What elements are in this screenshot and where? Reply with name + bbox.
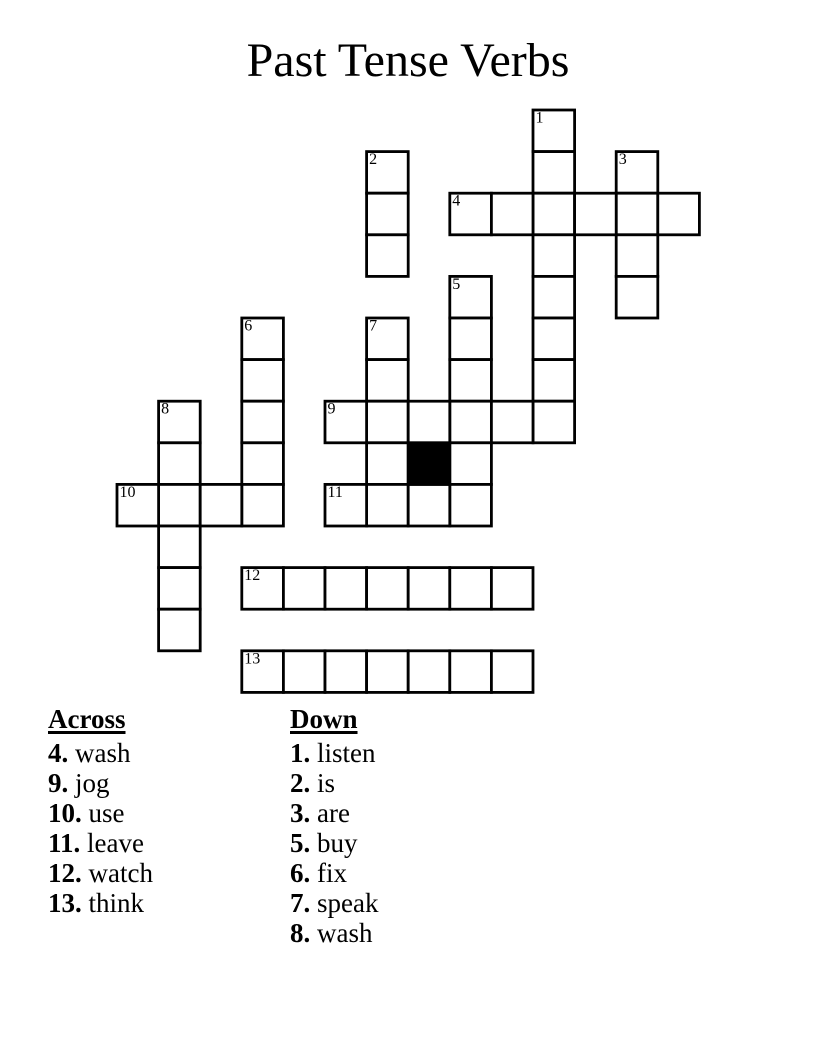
grid-cell[interactable] (450, 443, 492, 485)
grid-cell[interactable] (491, 193, 533, 235)
grid-cell[interactable] (200, 484, 242, 526)
down-clue-list (290, 738, 378, 948)
grid-cell[interactable] (491, 651, 533, 693)
grid-cell[interactable] (159, 526, 201, 568)
clue-word: are (317, 798, 350, 828)
clue-across-4 (48, 738, 153, 768)
clue-word: use (88, 798, 125, 828)
grid-cell[interactable] (367, 193, 409, 235)
page-title: Past Tense Verbs (246, 34, 570, 87)
grid-cell[interactable] (408, 651, 450, 693)
grid-cell[interactable] (283, 651, 325, 693)
grid-cell[interactable] (491, 568, 533, 610)
grid-cell[interactable] (242, 484, 284, 526)
clue-word: wash (75, 738, 131, 768)
clue-word: buy (317, 828, 358, 858)
clue-number: 11. (48, 828, 81, 858)
clue-number: 5. (290, 828, 311, 858)
clue-word: is (317, 768, 336, 798)
cell-number: 11 (327, 483, 343, 501)
clue-number: 1. (290, 738, 311, 768)
grid-cell[interactable] (242, 360, 284, 402)
grid-cell[interactable] (367, 568, 409, 610)
grid-cell[interactable] (533, 318, 575, 360)
cell-number: 13 (244, 650, 261, 668)
clue-down-2 (290, 768, 378, 798)
grid-cell[interactable] (242, 401, 284, 443)
grid-cell[interactable] (325, 651, 367, 693)
grid-cell[interactable] (450, 568, 492, 610)
cell-number: 10 (119, 483, 136, 501)
grid-cell[interactable] (450, 401, 492, 443)
clue-word: jog (75, 768, 110, 798)
clue-word: think (88, 888, 145, 918)
blocked-cell (408, 443, 450, 485)
grid-cell[interactable] (159, 484, 201, 526)
cell-number: 3 (618, 151, 627, 169)
clue-across-13 (48, 888, 153, 918)
clue-across-12 (48, 858, 153, 888)
grid-cell[interactable] (283, 568, 325, 610)
clue-down-8 (290, 918, 378, 948)
clue-down-5 (290, 828, 378, 858)
grid-cell[interactable] (367, 401, 409, 443)
clue-across-10 (48, 798, 153, 828)
clue-number: 4. (48, 738, 69, 768)
grid-cell[interactable] (491, 401, 533, 443)
grid-cell[interactable] (367, 651, 409, 693)
cell-number: 1 (535, 109, 544, 127)
grid-cell[interactable] (616, 193, 658, 235)
clue-number: 8. (290, 918, 311, 948)
clue-number: 10. (48, 798, 82, 828)
grid-cell[interactable] (450, 484, 492, 526)
clue-word: wash (317, 918, 373, 948)
cell-number: 5 (452, 275, 461, 293)
clue-number: 12. (48, 858, 82, 888)
clue-number: 9. (48, 768, 69, 798)
cell-number: 2 (369, 151, 378, 169)
clue-across-9 (48, 768, 153, 798)
grid-cell[interactable] (533, 193, 575, 235)
cell-number: 12 (244, 567, 261, 585)
grid-cell[interactable] (367, 484, 409, 526)
across-clue-list (48, 738, 153, 918)
grid-cell[interactable] (533, 276, 575, 318)
cell-number: 8 (161, 400, 170, 418)
across-heading: Across (48, 704, 126, 734)
cell-number: 6 (244, 317, 253, 335)
clue-number: 7. (290, 888, 311, 918)
grid-cell[interactable] (367, 360, 409, 402)
clue-number: 2. (290, 768, 311, 798)
grid-cell[interactable] (408, 568, 450, 610)
grid-cell[interactable] (367, 235, 409, 277)
cell-number: 9 (327, 400, 336, 418)
grid-cell[interactable] (450, 318, 492, 360)
grid-cell[interactable] (159, 609, 201, 651)
grid-cell[interactable] (408, 484, 450, 526)
cell-number: 7 (369, 317, 378, 335)
clue-down-6 (290, 858, 378, 888)
grid-cell[interactable] (533, 401, 575, 443)
grid-cell[interactable] (450, 651, 492, 693)
clue-word: listen (317, 738, 376, 768)
grid-cell[interactable] (575, 193, 617, 235)
clue-down-1 (290, 738, 378, 768)
clue-word: fix (317, 858, 347, 888)
grid-cell[interactable] (533, 235, 575, 277)
clue-number: 3. (290, 798, 311, 828)
grid-cell[interactable] (367, 443, 409, 485)
grid-cell[interactable] (616, 235, 658, 277)
grid-cell[interactable] (658, 193, 700, 235)
grid-cell[interactable] (242, 443, 284, 485)
clue-number: 13. (48, 888, 82, 918)
grid-cell[interactable] (159, 568, 201, 610)
grid-cell[interactable] (616, 276, 658, 318)
clue-down-3 (290, 798, 378, 828)
cell-number: 4 (452, 192, 461, 210)
clue-word: watch (88, 858, 153, 888)
across-clues-section (48, 703, 153, 918)
grid-cell[interactable] (533, 360, 575, 402)
clue-down-7 (290, 888, 378, 918)
grid-cell[interactable] (450, 360, 492, 402)
clue-word: leave (87, 828, 144, 858)
grid-cell[interactable] (408, 401, 450, 443)
clue-across-11 (48, 828, 153, 858)
clue-word: speak (317, 888, 379, 918)
grid-cell[interactable] (159, 443, 201, 485)
grid-cell[interactable] (325, 568, 367, 610)
clue-number: 6. (290, 858, 311, 888)
grid-cell[interactable] (533, 152, 575, 194)
down-heading: Down (290, 704, 358, 734)
down-clues-section (290, 703, 378, 948)
